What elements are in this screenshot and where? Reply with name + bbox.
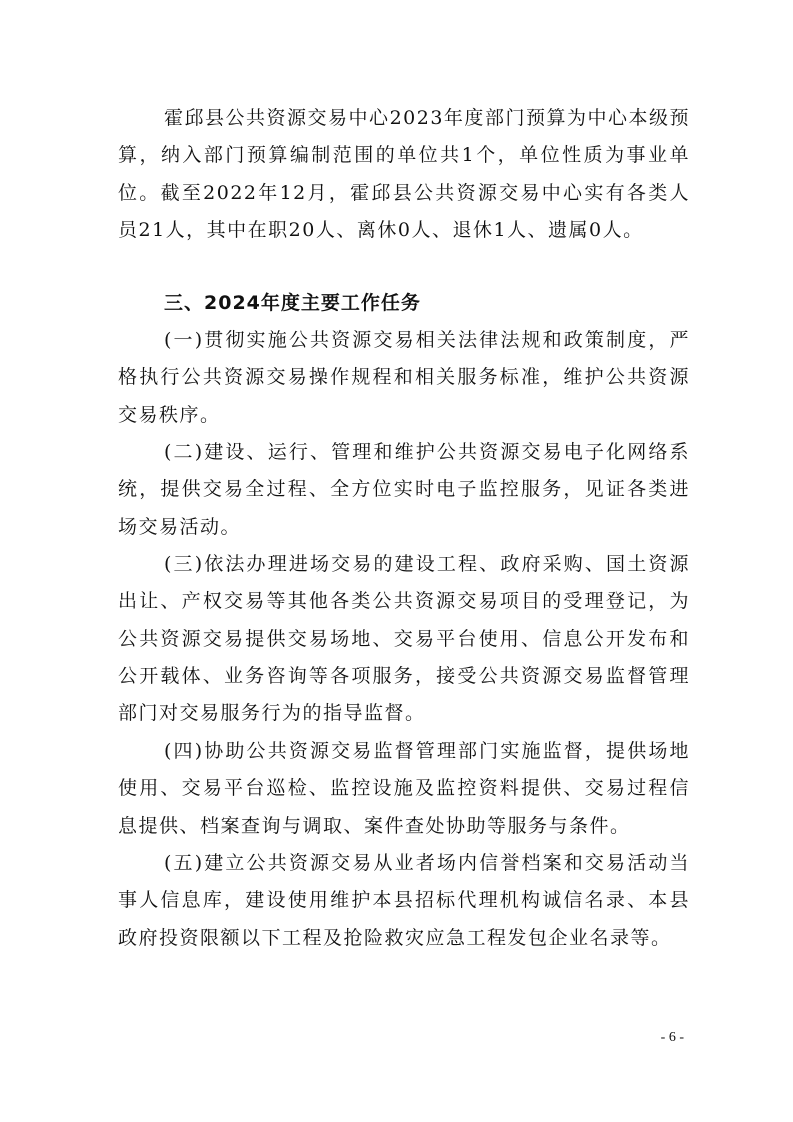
task-paragraph-3: (三)依法办理进场交易的建设工程、政府采购、国土资源出让、产权交易等其他各类公共资源交易项目的受理登记，为公共资源交易提供交易场地、交易平台使用、信息公开发布和公开载体、业务咨询等各项服务，接受公共资源交易监督管理部门对交易服务行为的指导监督。 [118,553,690,725]
task-paragraph-1: (一)贯彻实施公共资源交易相关法律法规和政策制度，严格执行公共资源交易操作规程和相关服务标准，维护公共资源交易秩序。 [118,329,690,426]
task-paragraph-2: (二)建设、运行、管理和维护公共资源交易电子化网络系统，提供交易全过程、全方位实时电子监控服务，见证各类进场交易活动。 [118,441,690,538]
task-paragraph-5: (五)建立公共资源交易从业者场内信誉档案和交易活动当事人信息库，建设使用维护本县招标代理机构诚信名录、本县政府投资限额以下工程及抢险救灾应急工程发包企业名录等。 [118,852,690,949]
intro-paragraph: 霍邱县公共资源交易中心2023年度部门预算为中心本级预算，纳入部门预算编制范围的单位共1个，单位性质为事业单位。截至2022年12月，霍邱县公共资源交易中心实有各类人员21人，其中在职20人、离休0人、退休1人、遗属0人。 [118,107,690,241]
section-heading: 三、2024年度主要工作任务 [164,292,421,314]
page-number: - 6 - [660,1030,684,1045]
task-paragraph-4: (四)协助公共资源交易监督管理部门实施监督，提供场地使用、交易平台巡检、监控设施及监控资料提供、交易过程信息提供、档案查询与调取、案件查处协助等服务与条件。 [118,740,690,837]
